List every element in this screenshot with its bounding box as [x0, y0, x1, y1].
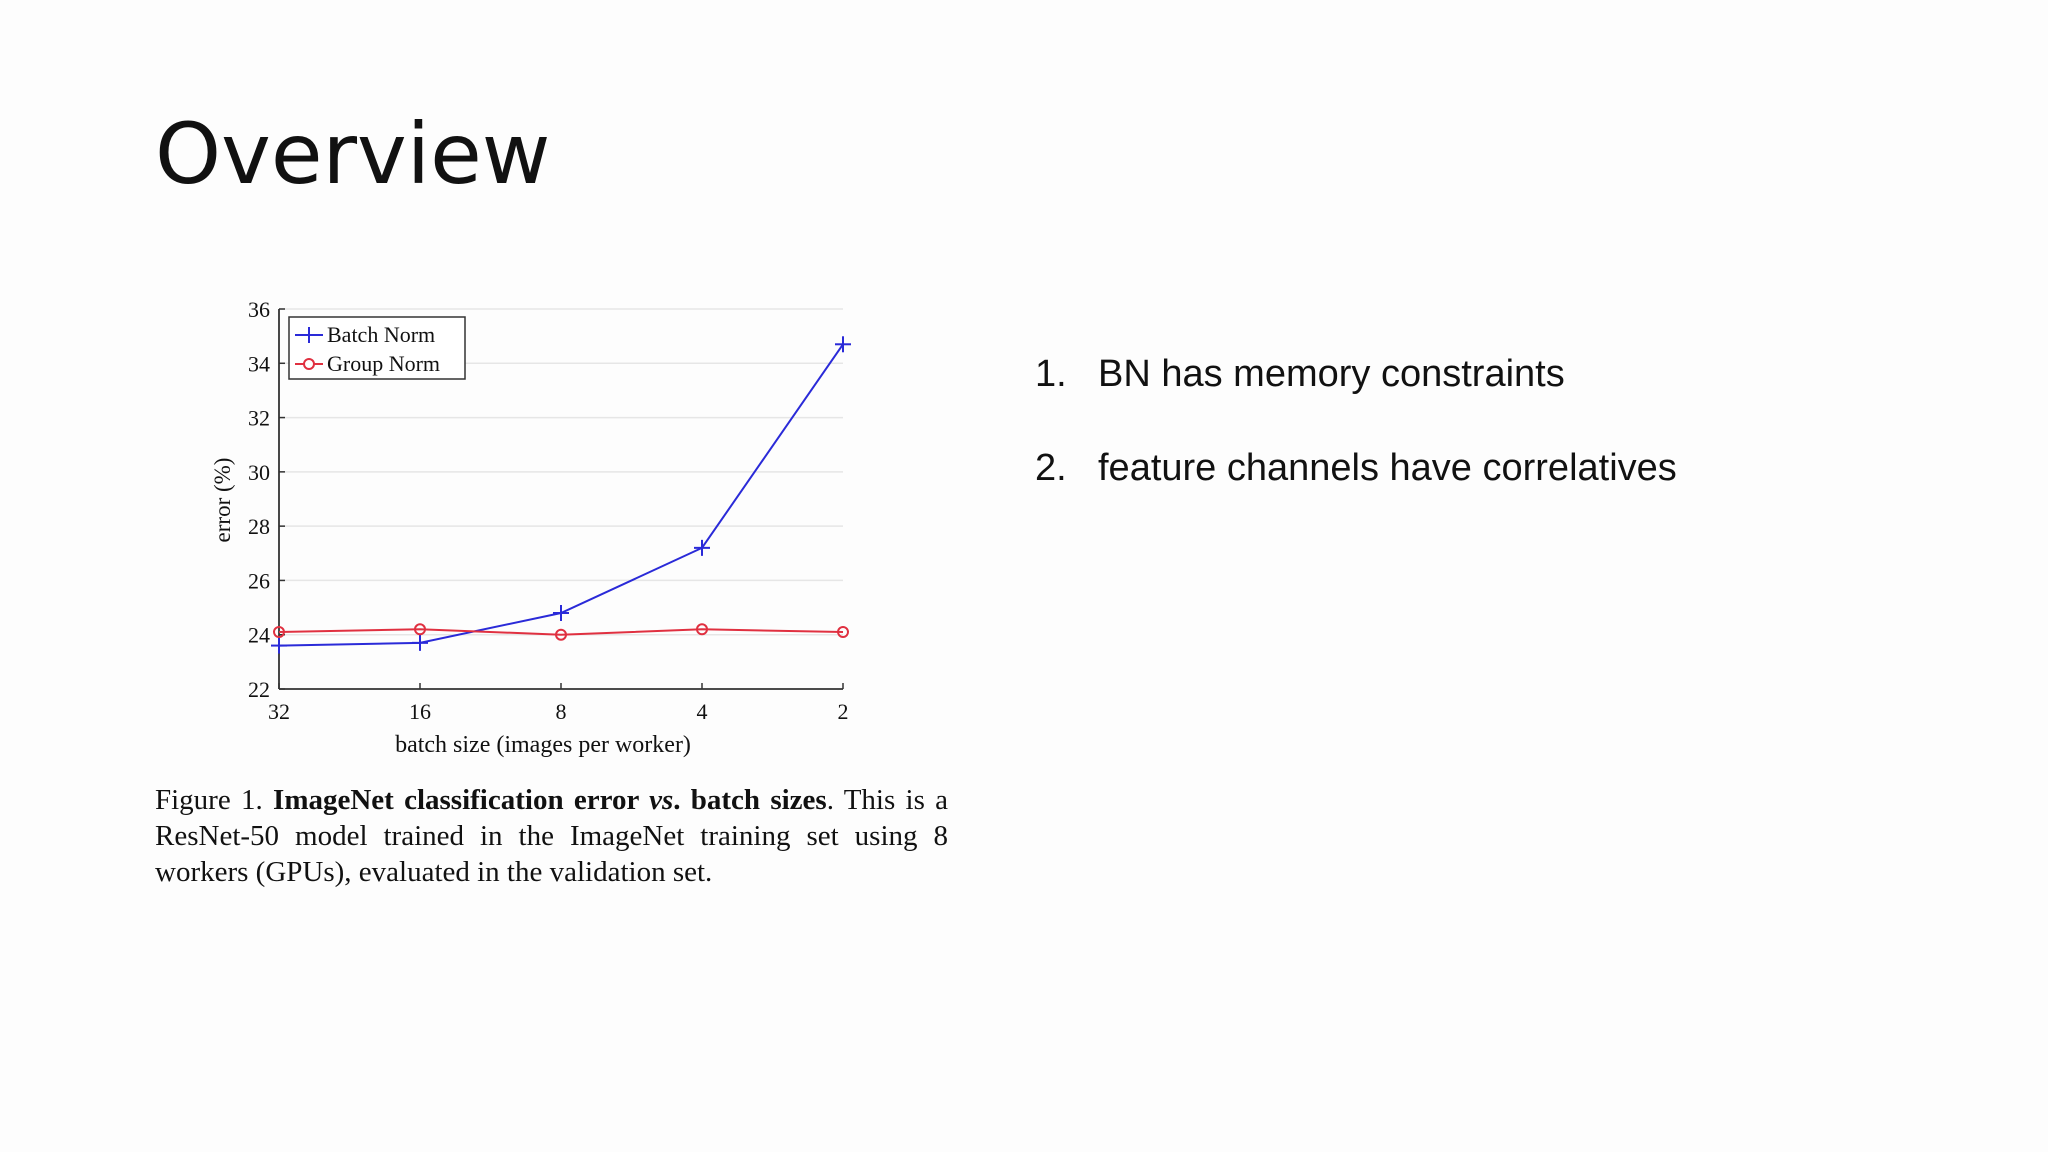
x-tick-label: 32 [268, 699, 290, 724]
caption-prefix: Figure 1. [155, 784, 263, 816]
y-tick-label: 22 [248, 677, 270, 702]
caption-bold-title [273, 784, 827, 816]
data-point [835, 336, 851, 352]
legend-label: Batch Norm [327, 322, 436, 347]
error-vs-batch-size-chart [200, 285, 880, 765]
bullet-list [1035, 352, 1677, 539]
slide-title: Overview [155, 105, 551, 203]
y-tick-label: 34 [248, 351, 270, 377]
x-tick-label: 2 [837, 699, 849, 724]
y-tick-label: 30 [248, 459, 270, 485]
y-tick-label: 24 [248, 622, 270, 648]
data-point [412, 635, 428, 651]
series [271, 336, 851, 653]
caption-bold-2: . batch sizes [673, 784, 827, 816]
bullet-item [1035, 352, 1677, 398]
chart-svg [200, 285, 880, 765]
y-tick-label: 32 [248, 405, 270, 431]
bullet-text: BN has memory constraints [1098, 353, 1565, 395]
x-tick-label: 8 [555, 699, 567, 724]
x-axis-label: batch size (images per worker) [395, 732, 691, 758]
legend-label: Group Norm [327, 351, 441, 376]
bullet-item [1035, 446, 1677, 492]
legend-marker [304, 359, 314, 369]
bullet-number: 1. [1035, 353, 1067, 395]
figure-caption [155, 782, 948, 890]
caption-bold-1: ImageNet classification error [273, 784, 639, 816]
x-tick-label: 4 [696, 699, 708, 724]
bullet-number: 2. [1035, 446, 1067, 489]
x-tick-label: 16 [409, 699, 431, 724]
caption-bold-italic: vs [649, 784, 674, 816]
y-tick-label: 26 [248, 568, 270, 594]
bullet-text: feature channels have correlatives [1098, 446, 1677, 489]
data-point [553, 605, 569, 621]
series-line-batch-norm [279, 344, 843, 645]
data-point [271, 638, 287, 654]
y-axis-label: error (%) [210, 457, 235, 543]
caption-rest: . This is a ResNet-50 model trained in the ImageNet training set using 8 workers (GPUs), evaluated in the validation set. [155, 784, 949, 888]
y-tick-label: 36 [248, 297, 270, 322]
y-tick-label: 28 [248, 514, 270, 540]
legend [289, 317, 465, 379]
data-point [694, 540, 710, 556]
